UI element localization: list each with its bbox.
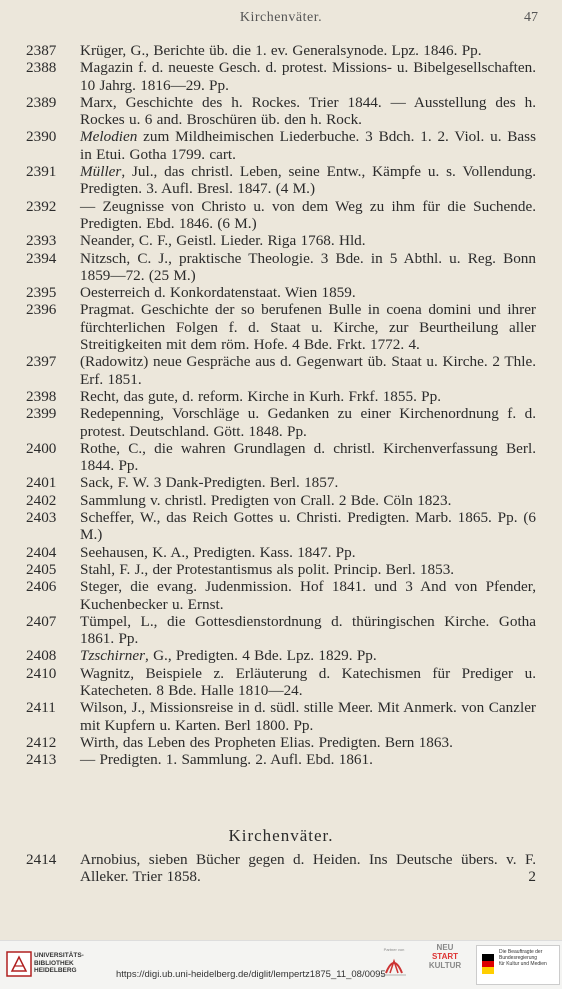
catalogue-entry — [0, 388, 562, 405]
entry-number: 2405 — [26, 560, 57, 578]
entry-number: 2396 — [26, 301, 57, 319]
entry-text: Wagnitz, Beispiele z. Erläuterung d. Katechismen für Prediger u. Katecheten. 8 Bde. Halle 1810—24. — [80, 664, 536, 699]
entry-text: (Radowitz) neue Gespräche aus d. Gegenwart üb. Staat u. Kirche. 2 Thle. Erf. 1851. — [80, 353, 536, 388]
entry-number: 2391 — [26, 163, 57, 181]
entry-text: Sack, F. W. 3 Dank-Predigten. Berl. 1857. — [80, 474, 339, 492]
entry-text: Wirth, das Leben des Propheten Elias. Predigten. Bern 1863. — [80, 733, 453, 751]
entry-number: 2399 — [26, 405, 57, 423]
entry-text: Oesterreich d. Konkordatenstaat. Wien 1859. — [80, 284, 356, 302]
entry-number: 2388 — [26, 59, 57, 77]
catalogue-entry — [0, 613, 562, 648]
german-flag-icon — [482, 954, 494, 974]
flag-stripe-red — [482, 961, 494, 968]
entry-number: 2406 — [26, 578, 57, 596]
entry-number: 2395 — [26, 284, 57, 302]
entry-text: Redepenning, Vorschläge u. Gedanken zu einer Kirchenordnung f. d. protest. Deutschland. Gött. 1848. Pp. — [80, 405, 536, 440]
catalogue-entry — [0, 665, 562, 700]
library-line-1: UNIVERSITÄTS- — [34, 952, 84, 959]
svg-text:Partner von: Partner von — [383, 947, 405, 952]
entry-number: 2398 — [26, 387, 57, 405]
catalogue-entry — [0, 851, 562, 886]
entry-number: 2397 — [26, 353, 57, 371]
entry-text: Stahl, F. J., der Protestantismus als polit. Princip. Berl. 1853. — [80, 560, 455, 578]
entry-number: 2410 — [26, 664, 57, 682]
entry-text: — Zeugnisse von Christo u. von dem Weg zu ihm für die Suchende. Predigten. Ebd. 1846. (6 M.) — [80, 197, 536, 232]
university-seal-icon — [6, 951, 32, 977]
bkm-line-2: für Kultur und Medien — [499, 961, 547, 967]
catalogue-entries — [0, 42, 562, 768]
catalogue-entry — [0, 198, 562, 233]
catalogue-entry — [0, 561, 562, 578]
entry-text: Steger, die evang. Judenmission. Hof 1841. und 3 And von Pfender, Kuchenbecker u. Ernst. — [80, 578, 536, 613]
entry-number: 2414 — [26, 851, 57, 868]
entry-trailing-number: 2 — [528, 868, 536, 886]
entry-number: 2393 — [26, 232, 57, 250]
catalogue-entry — [0, 440, 562, 475]
library-line-3: HEIDELBERG — [34, 967, 77, 974]
catalogue-entry — [0, 232, 562, 249]
catalogue-entry — [0, 647, 562, 664]
catalogue-entry — [0, 353, 562, 388]
entry-text: Seehausen, K. A., Predigten. Kass. 1847. Pp. — [80, 543, 356, 561]
partner-logo-icon — [372, 945, 416, 981]
running-head — [0, 10, 562, 30]
library-name — [34, 952, 84, 975]
entry-text: Arnobius, sieben Bücher gegen d. Heiden. Ins Deutsche übers. v. F. Alleker. Trier 1858. — [80, 851, 536, 886]
catalogue-entry — [0, 544, 562, 561]
catalogue-entry — [0, 699, 562, 734]
bkm-line-1: Die Beauftragte der Bundesregierung — [499, 949, 543, 961]
entry-number: 2408 — [26, 647, 57, 665]
entry-number: 2387 — [26, 42, 57, 59]
entry-text: Krüger, G., Berichte üb. die 1. ev. Generalsynode. Lpz. 1846. Pp. — [80, 42, 482, 59]
entry-text: Tümpel, L., die Gottesdienstordnung d. thüringischen Kirche. Gotha 1861. Pp. — [80, 612, 536, 648]
catalogue-entry — [0, 163, 562, 198]
catalogue-entry — [0, 128, 562, 163]
catalogue-entry — [0, 751, 562, 768]
catalogue-entry — [0, 509, 562, 544]
entry-number: 2407 — [26, 612, 57, 630]
catalogue-entry — [0, 250, 562, 285]
neustart-line-2: START — [431, 952, 459, 961]
running-head-title: Kirchenväter. — [239, 10, 323, 25]
bkm-logo — [476, 945, 560, 985]
catalogue-entry — [0, 405, 562, 440]
entry-number: 2402 — [26, 491, 57, 509]
catalogue-entry — [0, 59, 562, 94]
section-heading: Kirchenväter. — [228, 826, 334, 845]
neustart-line-3: KULTUR — [428, 961, 462, 970]
entry-number: 2412 — [26, 733, 57, 751]
neustart-line-1: NEU — [436, 943, 454, 952]
catalogue-entry — [0, 42, 562, 59]
catalogue-entry — [0, 474, 562, 491]
page-number: 47 — [524, 10, 538, 25]
section-entries — [0, 851, 562, 886]
flag-stripe-black — [482, 954, 494, 961]
catalogue-entry — [0, 578, 562, 613]
entry-number: 2411 — [26, 699, 56, 717]
entry-text: , Jul., das christl. Leben, seine Entw., Kämpfe u. s. Vollendung. Predigten. 3. Aufl. Bresl. 1847. (4 M.) — [80, 163, 536, 198]
neustart-kultur-logo — [423, 943, 467, 983]
library-line-2: BIBLIOTHEK — [34, 959, 74, 967]
entry-text: Nitzsch, C. J., praktische Theologie. 3 Bde. in 5 Abthl. u. Reg. Bonn 1859—72. (25 M.) — [80, 249, 536, 284]
entry-text: — Predigten. 1. Sammlung. 2. Aufl. Ebd. 1861. — [80, 751, 373, 769]
entry-number: 2392 — [26, 197, 57, 215]
entry-number: 2390 — [26, 128, 57, 146]
entry-text: zum Mildheimischen Liederbuche. 3 Bdch. 1. 2. Viol. u. Bass in Etui. Gotha 1799. cart. — [80, 128, 536, 163]
entry-number: 2413 — [26, 751, 57, 769]
viewer-footer — [0, 940, 562, 989]
entry-number: 2394 — [26, 249, 57, 267]
entry-italic-author: Müller — [80, 163, 122, 181]
permalink-url[interactable]: https://digi.ub.uni-heidelberg.de/diglit/lempertz1875_11_08/0095 — [116, 969, 386, 980]
catalogue-entry — [0, 94, 562, 129]
entry-text: Sammlung v. christl. Predigten von Crall. 2 Bde. Cöln 1823. — [80, 491, 452, 509]
entry-number: 2400 — [26, 439, 57, 457]
entry-text: Rothe, C., die wahren Grundlagen d. christl. Kirchenverfassung Berl. 1844. Pp. — [80, 439, 536, 475]
entry-italic-author: Tzschirner — [80, 647, 145, 665]
entry-text: Marx, Geschichte des h. Rockes. Trier 1844. — Ausstellung des h. Rockes u. 6 and. Broschüren üb. den h. Rock. — [80, 93, 536, 129]
flag-stripe-gold — [482, 967, 494, 974]
entry-text: , G., Predigten. 4 Bde. Lpz. 1829. Pp. — [144, 647, 377, 665]
entry-text: Magazin f. d. neueste Gesch. d. protest. Missions- u. Bibelgesellschaften. 10 Jahrg. 1816—29. Pp. — [80, 59, 536, 94]
catalogue-entry — [0, 301, 562, 353]
catalogue-entry — [0, 284, 562, 301]
entry-text: Neander, C. F., Geistl. Lieder. Riga 1768. Hld. — [80, 232, 366, 250]
entry-number: 2401 — [26, 474, 57, 492]
entry-number: 2403 — [26, 509, 57, 527]
bkm-text — [499, 949, 559, 967]
entry-number: 2404 — [26, 543, 57, 561]
entry-text: Recht, das gute, d. reform. Kirche in Kurh. Frkf. 1855. Pp. — [80, 387, 441, 405]
entry-number: 2389 — [26, 93, 57, 111]
catalogue-entry — [0, 734, 562, 751]
catalogue-entry — [0, 492, 562, 509]
entry-italic-author: Melodien — [80, 128, 138, 146]
entry-text: Wilson, J., Missionsreise in d. südl. stille Meer. Mit Anmerk. von Canzler mit Kupfern u. Karten. Berl 1800. Pp. — [80, 699, 536, 734]
entry-text: Pragmat. Geschichte der so berufenen Bulle in coena domini und ihrer fürchterlichen Folgen f. d. Staat u. Kirche, zur Beurtheilung aller Streitigkeiten mit dem röm. Hofe. 4 Bde. Frkt. 1772. 4. — [80, 301, 536, 354]
entry-text: Scheffer, W., das Reich Gottes u. Christi. Predigten. Marb. 1865. Pp. (6 M.) — [80, 509, 536, 544]
